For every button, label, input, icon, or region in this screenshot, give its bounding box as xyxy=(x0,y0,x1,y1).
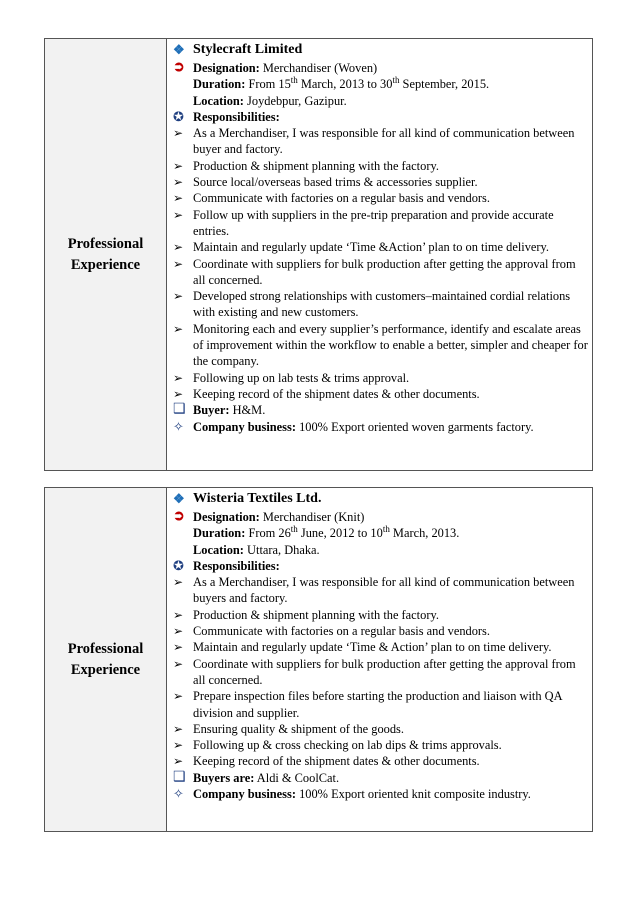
business-label: Company business: xyxy=(193,419,296,434)
list-item: ➢ Keeping record of the shipment dates & other documents. xyxy=(173,386,480,401)
responsibilities-row xyxy=(173,109,588,125)
list-item: ➢ Communicate with factories on a regular basis and vendors. xyxy=(173,624,490,639)
section-content xyxy=(167,39,592,470)
label-line-1: Professional xyxy=(67,640,144,657)
arrowhead-icon: ➢ xyxy=(173,656,184,671)
arrowhead-icon: ➢ xyxy=(173,175,184,190)
list-item: ➢ Maintain and regularly update ‘Time & Action’ plan to on time delivery. xyxy=(173,640,552,655)
business-value: 100% Export oriented knit composite industry. xyxy=(299,787,531,802)
arrowhead-icon: ➢ xyxy=(173,575,184,590)
location-label: Location: xyxy=(193,542,244,557)
list-item: ➢ Following up on lab tests & trims approval. xyxy=(173,370,410,385)
list-item: ➢ Coordinate with suppliers for bulk production after getting the approval from all concerned. xyxy=(173,256,576,287)
business-row xyxy=(173,786,588,802)
business-label: Company business: xyxy=(193,787,296,802)
list-item: ➢ Ensuring quality & shipment of the goods. xyxy=(173,721,404,736)
list-item: ➢ Following up & cross checking on lab dips & trims approvals. xyxy=(173,738,502,753)
company-name: Wisteria Textiles Ltd. xyxy=(193,491,322,506)
star-circle-icon: ✪ xyxy=(173,557,184,573)
curved-arrow-icon: ➲ xyxy=(173,60,185,75)
company-name: Stylecraft Limited xyxy=(193,42,303,57)
arrowhead-icon: ➢ xyxy=(173,256,184,271)
list-item: ➢ Source local/overseas based trims & accessories supplier. xyxy=(173,175,478,190)
arrowhead-icon: ➢ xyxy=(173,624,184,639)
list-item: ➢ Follow up with suppliers in the pre-trip preparation and provide accurate entries. xyxy=(173,207,554,238)
star-circle-icon: ✪ xyxy=(173,108,184,124)
duration-mid: June, 2012 to 10 xyxy=(297,526,383,541)
arrowhead-icon: ➢ xyxy=(173,754,184,769)
list-item: ➢ Monitoring each and every supplier’s performance, identify and escalate areas of improvement within the workflow to enable a better, simpler and cheaper for the company. xyxy=(173,321,588,369)
arrowhead-icon: ➢ xyxy=(173,721,184,736)
designation-row xyxy=(173,60,588,76)
four-point-star-icon: ✧ xyxy=(173,786,184,802)
duration-sup-1: th xyxy=(290,524,298,535)
label-line-1: Professional xyxy=(67,235,144,252)
duration-sup-1: th xyxy=(290,75,298,86)
duration-mid: March, 2013 to 30 xyxy=(297,77,393,92)
location-row xyxy=(173,93,588,109)
company-row xyxy=(173,40,588,60)
responsibilities-label: Responsibilities: xyxy=(193,109,280,124)
designation-value: Merchandiser (Woven) xyxy=(262,61,378,75)
square-bullet-icon: ❑ xyxy=(173,402,186,418)
arrowhead-icon: ➢ xyxy=(173,321,184,336)
section-content xyxy=(167,488,592,831)
designation-row xyxy=(173,509,588,525)
curved-arrow-icon: ➲ xyxy=(173,509,185,524)
square-bullet-icon: ❑ xyxy=(173,769,186,785)
arrowhead-icon: ➢ xyxy=(173,607,184,622)
buyer-label: Buyers are: xyxy=(193,770,255,785)
label-line-2: Experience xyxy=(70,661,141,678)
duration-sup-2: th xyxy=(392,75,400,86)
designation-value: Merchandiser (Knit) xyxy=(262,510,365,524)
responsibilities-label: Responsibilities: xyxy=(193,558,280,573)
arrowhead-icon: ➢ xyxy=(173,207,184,222)
duration-row xyxy=(173,76,588,92)
duration-label: Duration: xyxy=(193,77,246,92)
list-item: ➢ As a Merchandiser, I was responsible for all kind of communication between buyers and factory. xyxy=(173,575,575,606)
buyer-label: Buyer: xyxy=(193,403,230,418)
duration-pre: From 26 xyxy=(248,526,291,541)
arrowhead-icon: ➢ xyxy=(173,738,184,753)
four-point-star-icon: ✧ xyxy=(173,418,184,434)
section-label xyxy=(45,39,167,470)
experience-section-2 xyxy=(44,487,593,832)
duration-label: Duration: xyxy=(193,526,246,541)
arrowhead-icon: ➢ xyxy=(173,289,184,304)
arrowhead-icon: ➢ xyxy=(173,640,184,655)
list-item: ➢ Prepare inspection files before starting the production and liaison with QA division and supplier. xyxy=(173,689,562,720)
list-item: ➢ Coordinate with suppliers for bulk production after getting the approval from all concerned. xyxy=(173,656,576,687)
designation-label: Designation: xyxy=(193,61,260,75)
list-item: ➢ Production & shipment planning with the factory. xyxy=(173,158,439,173)
responsibilities-list xyxy=(173,125,588,402)
location-label: Location: xyxy=(193,93,244,108)
buyer-value: H&M. xyxy=(232,403,266,418)
duration-pre: From 15 xyxy=(248,77,291,92)
diamond-bullet-icon: ❖ xyxy=(173,491,185,506)
location-value: Joydebpur, Gazipur. xyxy=(247,93,347,108)
duration-sup-2: th xyxy=(382,524,390,535)
arrowhead-icon: ➢ xyxy=(173,240,184,255)
buyer-value: Aldi & CoolCat. xyxy=(256,770,340,785)
experience-section-1 xyxy=(44,38,593,471)
location-value: Uttara, Dhaka. xyxy=(247,542,320,557)
buyer-row xyxy=(173,402,588,418)
list-item: ➢ Production & shipment planning with the factory. xyxy=(173,607,439,622)
list-item: ➢ Maintain and regularly update ‘Time &Action’ plan to on time delivery. xyxy=(173,240,550,255)
section-label xyxy=(45,488,167,831)
business-row xyxy=(173,419,588,435)
label-line-2: Experience xyxy=(70,256,141,273)
responsibilities-list xyxy=(173,574,588,770)
list-item: ➢ Keeping record of the shipment dates & other documents. xyxy=(173,754,480,769)
location-row xyxy=(173,542,588,558)
list-item: ➢ As a Merchandiser, I was responsible for all kind of communication between buyer and factory. xyxy=(173,126,575,157)
business-value: 100% Export oriented woven garments factory. xyxy=(299,419,534,434)
arrowhead-icon: ➢ xyxy=(173,370,184,385)
arrowhead-icon: ➢ xyxy=(173,689,184,704)
buyer-row xyxy=(173,770,588,786)
company-row xyxy=(173,489,588,509)
diamond-bullet-icon: ❖ xyxy=(173,42,185,57)
duration-post: September, 2015. xyxy=(399,77,490,92)
arrowhead-icon: ➢ xyxy=(173,191,184,206)
arrowhead-icon: ➢ xyxy=(173,386,184,401)
designation-label: Designation: xyxy=(193,510,260,524)
list-item: ➢ Developed strong relationships with customers–maintained cordial relations with existing and new customers. xyxy=(173,289,571,320)
arrowhead-icon: ➢ xyxy=(173,158,184,173)
list-item: ➢ Communicate with factories on a regular basis and vendors. xyxy=(173,191,490,206)
duration-post: March, 2013. xyxy=(389,526,460,541)
arrowhead-icon: ➢ xyxy=(173,126,184,141)
duration-row xyxy=(173,525,588,541)
responsibilities-row xyxy=(173,558,588,574)
